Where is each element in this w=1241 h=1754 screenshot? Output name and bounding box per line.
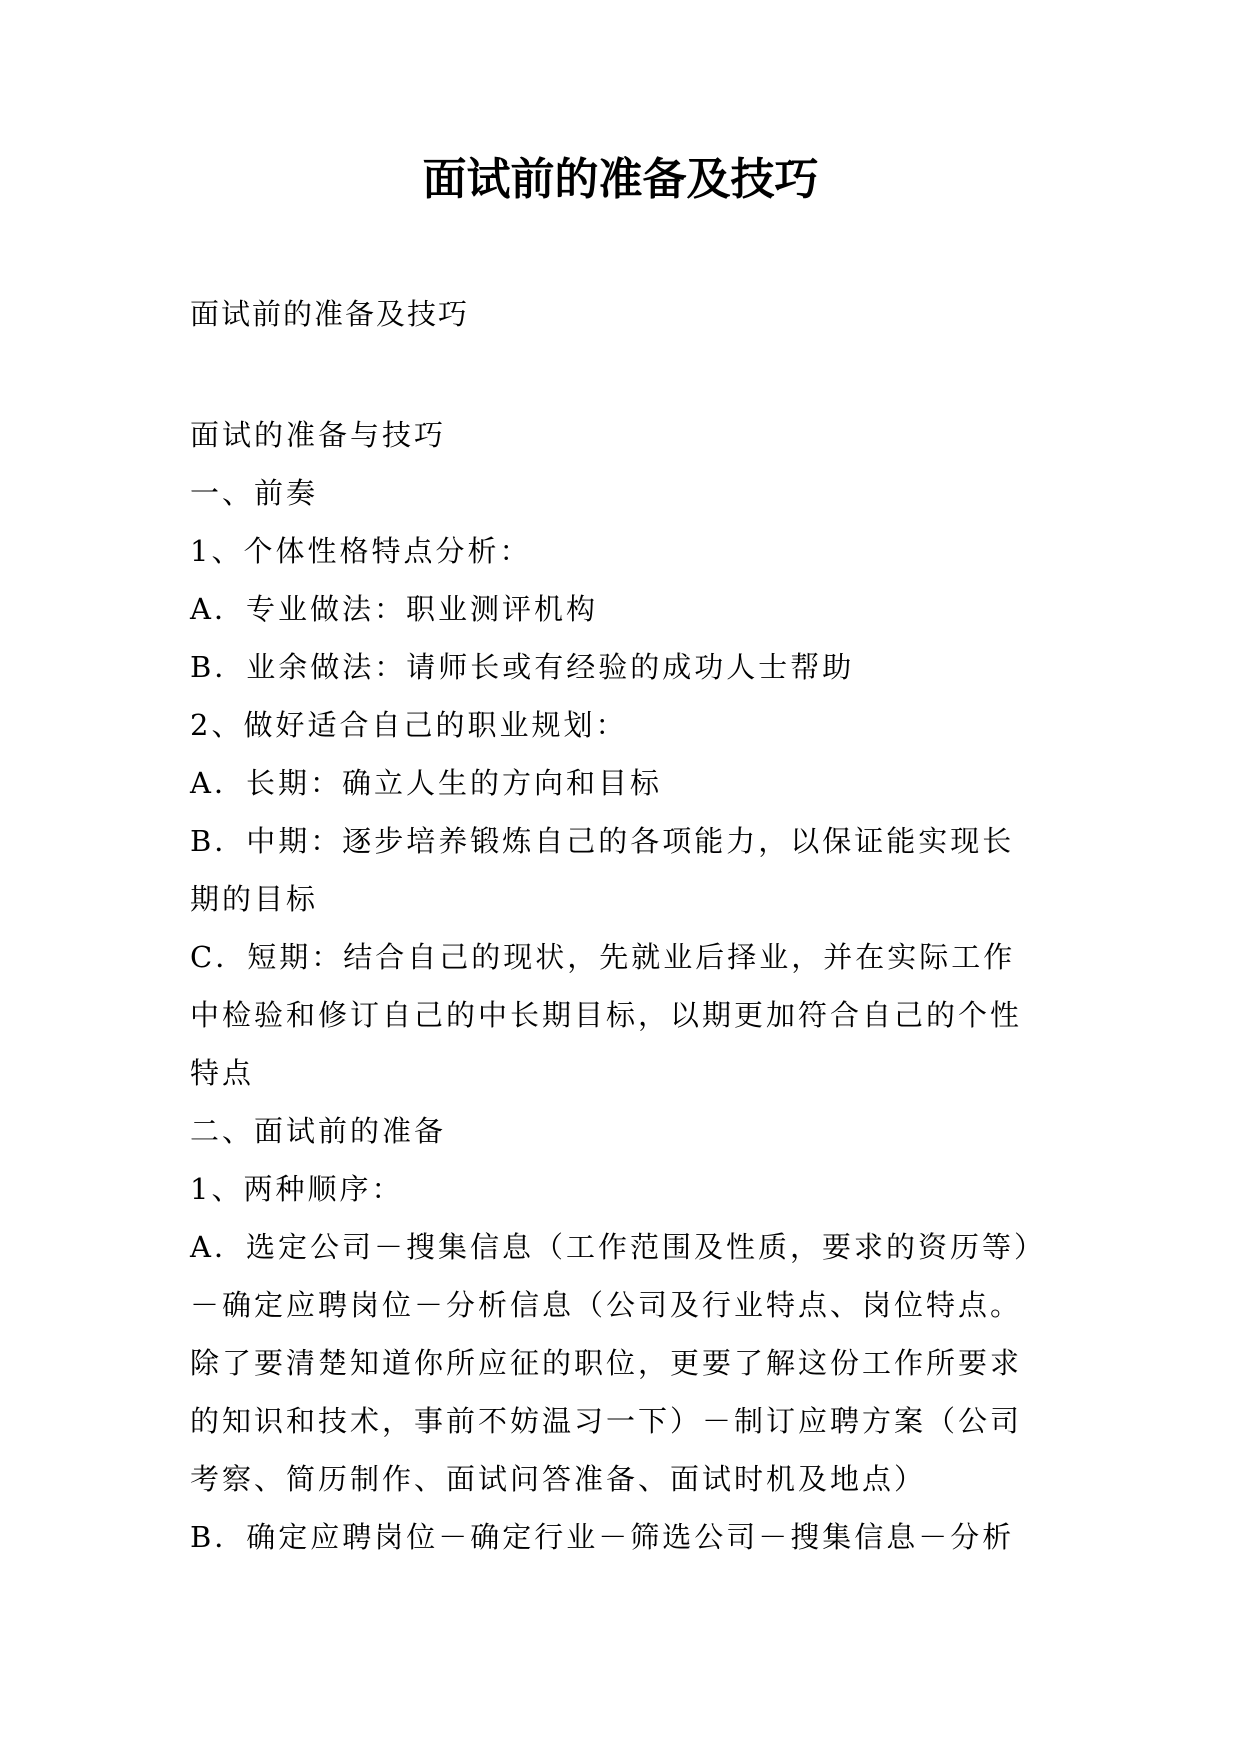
body-line: 考察、简历制作、面试问答准备、面试时机及地点） xyxy=(190,1462,927,1496)
body-line: 的知识和技术，事前不妨温习一下）－制订应聘方案（公司 xyxy=(190,1404,1023,1438)
body-line: 2、做好适合自己的职业规划： xyxy=(190,708,628,742)
body-line: A．专业做法：职业测评机构 xyxy=(190,592,598,626)
body-line: A．长期：确立人生的方向和目标 xyxy=(190,766,662,800)
document-subtitle: 面试前的准备及技巧 xyxy=(190,297,470,331)
body-line: B．中期：逐步培养锻炼自己的各项能力，以保证能实现长 xyxy=(190,824,1015,858)
document-body xyxy=(190,406,1070,1566)
body-line: 二、面试前的准备 xyxy=(190,1114,447,1148)
body-line: 一、前奏 xyxy=(190,476,319,510)
body-line: －确定应聘岗位－分析信息（公司及行业特点、岗位特点。 xyxy=(190,1288,1023,1322)
body-line: 期的目标 xyxy=(190,882,319,916)
body-line: B．确定应聘岗位－确定行业－筛选公司－搜集信息－分析 xyxy=(190,1520,1015,1554)
body-line: C．短期：结合自己的现状，先就业后择业，并在实际工作 xyxy=(190,940,1016,974)
body-line: 特点 xyxy=(190,1056,255,1090)
body-line: 1、个体性格特点分析： xyxy=(190,534,532,568)
body-line: 除了要清楚知道你所应征的职位，更要了解这份工作所要求 xyxy=(190,1346,1023,1380)
document-title: 面试前的准备及技巧 xyxy=(422,154,819,205)
body-line: 中检验和修订自己的中长期目标，以期更加符合自己的个性 xyxy=(190,998,1023,1032)
body-line: A．选定公司－搜集信息（工作范围及性质，要求的资历等） xyxy=(190,1230,1046,1264)
body-line: 面试的准备与技巧 xyxy=(190,418,447,452)
body-line: 1、两种顺序： xyxy=(190,1172,404,1206)
body-line: B．业余做法：请师长或有经验的成功人士帮助 xyxy=(190,650,855,684)
